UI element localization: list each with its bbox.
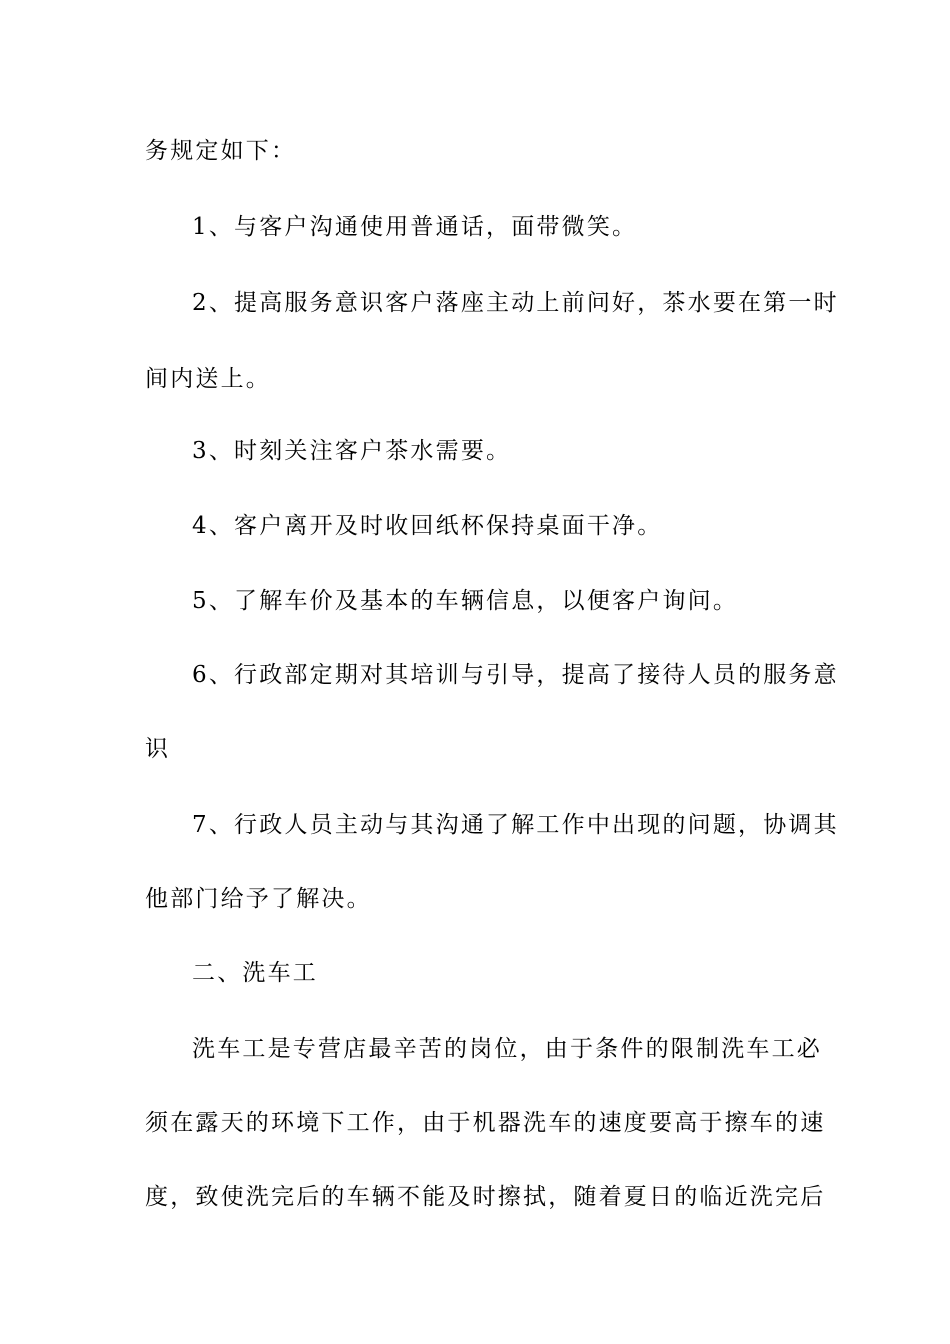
list-item: 1、与客户沟通使用普通话，面带微笑。 (192, 214, 638, 240)
list-item: 2、提高服务意识客户落座主动上前问好，茶水要在第一时 (192, 290, 839, 316)
list-item: 4、客户离开及时收回纸杯保持桌面干净。 (192, 513, 663, 539)
text-line: 间内送上。 (145, 366, 271, 392)
section-heading: 二、洗车工 (192, 960, 318, 986)
list-item: 3、时刻关注客户茶水需要。 (192, 438, 512, 464)
list-item: 5、了解车价及基本的车辆信息，以便客户询问。 (192, 588, 739, 614)
list-item: 7、行政人员主动与其沟通了解工作中出现的问题，协调其 (192, 812, 839, 838)
text-line: 他部门给予了解决。 (145, 886, 372, 912)
paragraph-line: 度，致使洗完后的车辆不能及时擦拭，随着夏日的临近洗完后 (145, 1184, 826, 1210)
paragraph-line: 洗车工是专营店最辛苦的岗位，由于条件的限制洗车工必 (192, 1036, 822, 1062)
list-item: 6、行政部定期对其培训与引导，提高了接待人员的服务意 (192, 662, 839, 688)
text-line: 识 (145, 736, 171, 762)
text-line: 务规定如下： (145, 138, 297, 164)
paragraph-line: 须在露天的环境下工作，由于机器洗车的速度要高于擦车的速 (145, 1110, 826, 1136)
